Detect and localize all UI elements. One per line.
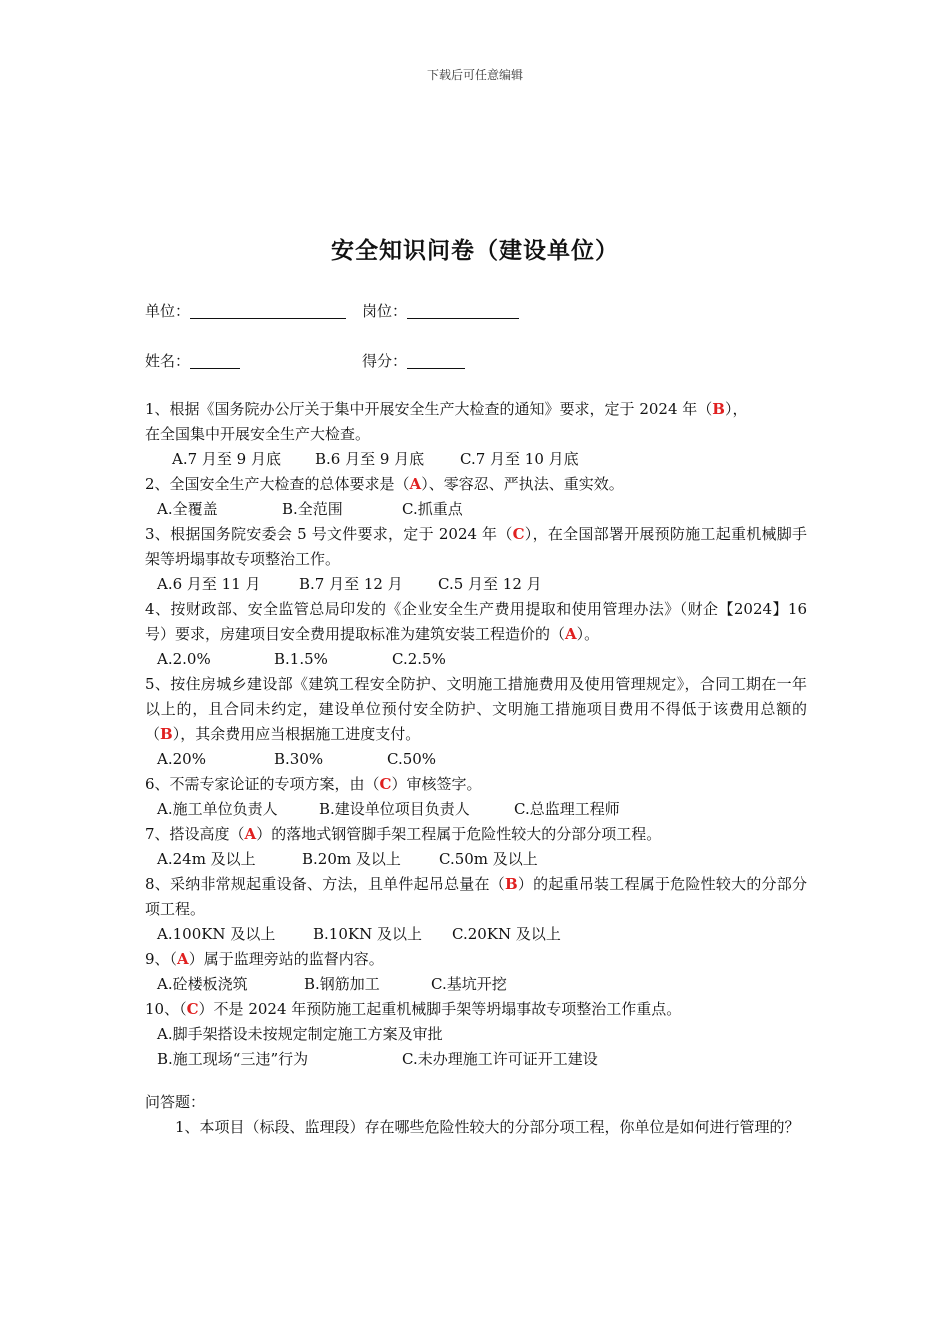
option[interactable]: B.7 月至 12 月 (299, 575, 403, 593)
option[interactable]: C.总监理工程师 (514, 800, 620, 818)
option[interactable]: C.20KN 及以上 (452, 925, 561, 943)
question-4-options (145, 647, 807, 672)
option[interactable]: B.10KN 及以上 (313, 925, 422, 943)
option[interactable]: C.50% (387, 750, 437, 768)
answer-4: A (565, 625, 577, 643)
page-title: 安全知识问卷（建设单位） (331, 237, 619, 264)
spacer (145, 1072, 807, 1090)
option[interactable]: C.50m 及以上 (439, 850, 538, 868)
answer-6: C (379, 775, 392, 793)
question-9: 9、（A）属于监理旁站的监督内容。 (145, 950, 384, 968)
unit-label: 单位： (145, 302, 191, 320)
name-label: 姓名： (145, 352, 191, 370)
essay-heading: 问答题： (145, 1093, 206, 1111)
option[interactable]: C.2.5% (392, 650, 446, 668)
option[interactable]: A.2.0% (157, 650, 211, 668)
question-2: 2、全国安全生产大检查的总体要求是（A）、零容忍、严执法、重实效。 (145, 475, 624, 493)
field-row-name-score (145, 350, 807, 374)
option[interactable]: B.6 月至 9 月底 (315, 450, 425, 468)
question-10-options-bc (145, 1047, 807, 1072)
question-1-line2: 在全国集中开展安全生产大检查。 (145, 425, 371, 443)
answer-10: C (186, 1000, 199, 1018)
answer-2: A (409, 475, 422, 493)
question-10: 10、（C）不是 2024 年预防施工起重机械脚手架等坍塌事故专项整治工作重点。 (145, 1000, 682, 1018)
option[interactable]: B.施工现场“三违”行为 (157, 1050, 309, 1068)
question-2-options (145, 497, 807, 522)
option[interactable]: A.全覆盖 (157, 500, 218, 518)
answer-8: B (505, 875, 518, 893)
option[interactable]: B.20m 及以上 (302, 850, 401, 868)
option[interactable]: B.30% (274, 750, 324, 768)
question-6-options (145, 797, 807, 822)
question-7-options (145, 847, 807, 872)
option[interactable]: B.钢筋加工 (304, 975, 380, 993)
option[interactable]: B.1.5% (274, 650, 328, 668)
option[interactable]: A.24m 及以上 (157, 850, 256, 868)
option[interactable]: A.100KN 及以上 (157, 925, 276, 943)
question-6: 6、不需专家论证的专项方案，由（C）审核签字。 (145, 775, 482, 793)
essay-question-1: 1、本项目（标段、监理段）存在哪些危险性较大的分部分项工程，你单位是如何进行管理的？ (175, 1118, 800, 1136)
option[interactable]: A.20% (157, 750, 206, 768)
score-label: 得分： (362, 352, 408, 370)
question-3-options (145, 572, 807, 597)
option[interactable]: C.抓重点 (402, 500, 463, 518)
option[interactable]: B.全范围 (282, 500, 343, 518)
unit-blank[interactable] (190, 302, 346, 319)
name-blank[interactable] (190, 352, 240, 369)
question-3: 3、根据国务院安委会 5 号文件要求，定于 2024 年（C），在全国部署开展预防施工起重机械脚手架等坍塌事故专项整治工作。 (145, 525, 807, 568)
question-8-options (145, 922, 807, 947)
question-5: 5、按住房城乡建设部《建筑工程安全防护、文明施工措施费用及使用管理规定》，合同工期在一年以上的，且合同未约定，建设单位预付安全防护、文明施工措施项目费用不得低于该费用总额的（B），其余费用应当根据施工进度支付。 (145, 675, 807, 743)
option[interactable]: C.未办理施工许可证开工建设 (402, 1050, 598, 1068)
unit-field[interactable] (145, 300, 346, 321)
answer-1: B (712, 400, 725, 418)
question-5-options (145, 747, 807, 772)
answer-7: A (244, 825, 257, 843)
score-blank[interactable] (407, 352, 465, 369)
question-9-options (145, 972, 807, 997)
option[interactable]: C.7 月至 10 月底 (460, 450, 579, 468)
answer-9: A (177, 950, 189, 968)
option[interactable]: A.脚手架搭设未按规定制定施工方案及审批 (157, 1025, 443, 1043)
question-10-option-a (145, 1022, 807, 1047)
option[interactable]: A.6 月至 11 月 (157, 575, 261, 593)
option[interactable]: B.建设单位项目负责人 (319, 800, 470, 818)
score-field[interactable] (362, 350, 465, 371)
question-4: 4、按财政部、安全监管总局印发的《企业安全生产费用提取和使用管理办法》（财企【2024】16 号）要求，房建项目安全费用提取标准为建筑安装工程造价的（A）。 (145, 600, 807, 643)
header-note: 下载后可任意编辑 (426, 68, 523, 82)
question-8: 8、采纳非常规起重设备、方法，且单件起吊总量在（B）的起重吊装工程属于危险性较大的分部分项工程。 (145, 875, 807, 918)
post-field[interactable] (362, 300, 519, 321)
option[interactable]: A.7 月至 9 月底 (172, 450, 281, 468)
answer-5: B (160, 725, 173, 743)
question-1: 1、根据《国务院办公厅关于集中开展安全生产大检查的通知》要求，定于 2024 年（B）， (145, 400, 748, 418)
post-label: 岗位： (362, 302, 408, 320)
option[interactable]: A.砼楼板浇筑 (157, 975, 248, 993)
option[interactable]: C.5 月至 12 月 (438, 575, 542, 593)
question-7: 7、搭设高度（A）的落地式钢管脚手架工程属于危险性较大的分部分项工程。 (145, 825, 662, 843)
question-1-options (145, 447, 807, 472)
option[interactable]: C.基坑开挖 (431, 975, 507, 993)
answer-3: C (512, 525, 525, 543)
option[interactable]: A.施工单位负责人 (157, 800, 278, 818)
name-field[interactable] (145, 350, 240, 371)
field-row-unit-post (145, 300, 807, 324)
question-list (145, 397, 807, 1140)
post-blank[interactable] (407, 302, 519, 319)
